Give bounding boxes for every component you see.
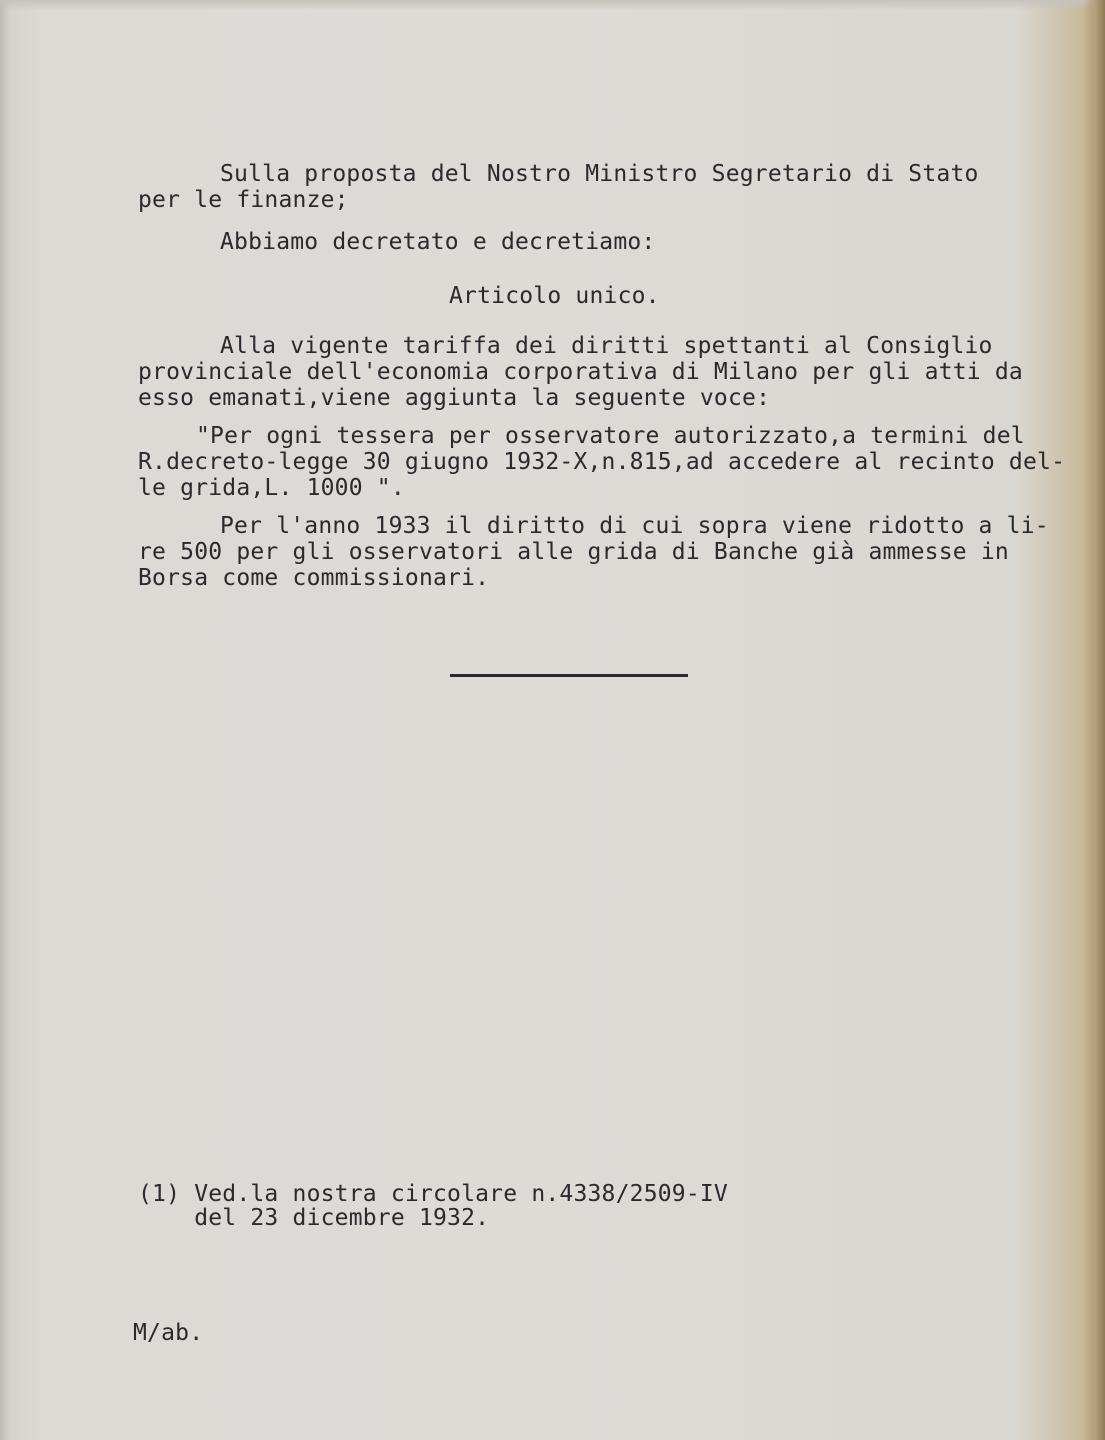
quoted-line: le grida,L. 1000 ". — [138, 475, 405, 501]
quoted-line: "Per ogni tessera per osservatore autorizzato,a termini del — [196, 423, 1025, 449]
footnote-line: (1) Ved.la nostra circolare n.4338/2509-IV — [138, 1181, 728, 1207]
body-line: esso emanati,viene aggiunta la seguente voce: — [138, 385, 771, 411]
body-line: re 500 per gli osservatori alle grida di Banche già ammesse in — [138, 539, 1009, 565]
body-line: Abbiamo decretato e decretiamo: — [220, 229, 656, 255]
quoted-line: R.decreto-legge 30 giugno 1932-X,n.815,ad accedere al recinto del- — [138, 449, 1066, 475]
article-heading: Articolo unico. — [449, 283, 660, 309]
page-left-edge — [0, 0, 10, 1440]
body-line: Per l'anno 1933 il diritto di cui sopra viene ridotto a li- — [220, 513, 1049, 539]
body-line: provinciale dell'economia corporativa di Milano per gli atti da — [138, 359, 1023, 385]
separator-rule — [450, 674, 688, 677]
body-line: Alla vigente tariffa dei diritti spettanti al Consiglio — [220, 333, 993, 359]
body-line: Borsa come commissionari. — [138, 565, 490, 591]
page-right-edge — [1083, 0, 1105, 1440]
footnote-line: del 23 dicembre 1932. — [138, 1205, 490, 1231]
page-top-edge — [0, 0, 1105, 10]
typist-initials: M/ab. — [133, 1320, 204, 1346]
body-line: Sulla proposta del Nostro Ministro Segretario di Stato — [220, 161, 979, 187]
body-line: per le finanze; — [138, 187, 349, 213]
